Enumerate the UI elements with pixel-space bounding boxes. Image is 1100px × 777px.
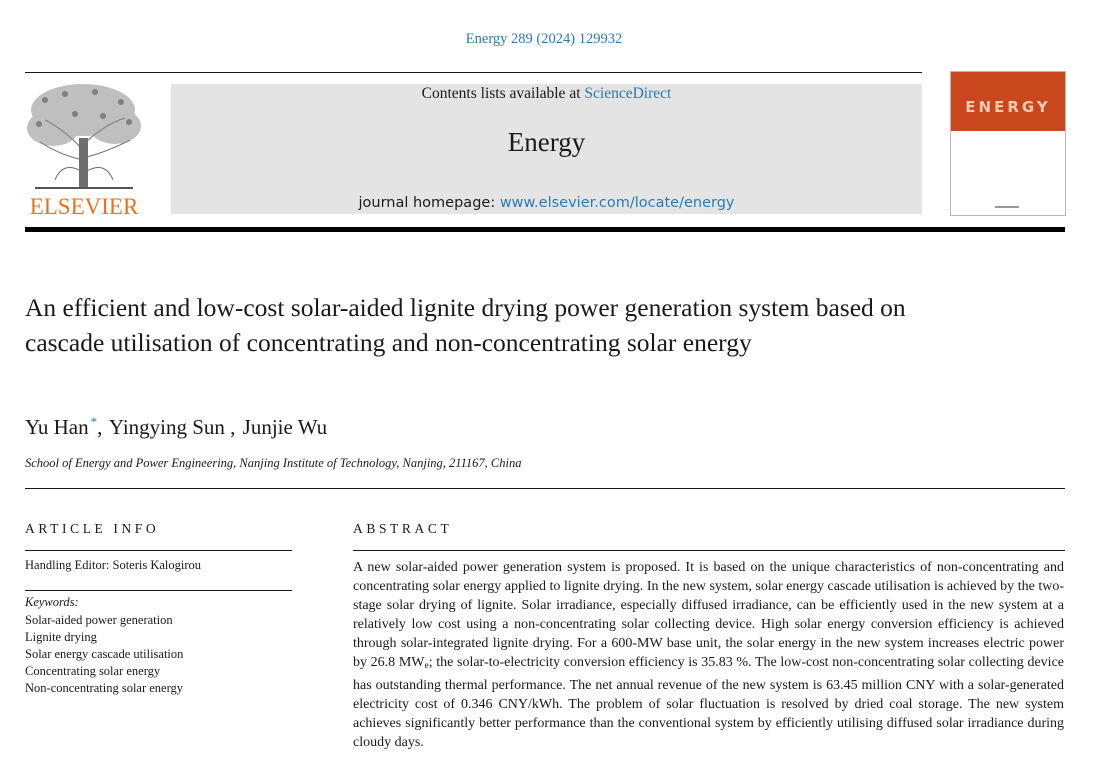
contents-prefix: Contents lists available at xyxy=(421,85,585,102)
handling-editor: Handling Editor: Soteris Kalogirou xyxy=(25,558,202,572)
author-name[interactable]: Yu Han xyxy=(25,415,89,439)
homepage-prefix: journal homepage: xyxy=(358,195,500,211)
keyword-list xyxy=(25,612,183,697)
author-list xyxy=(25,414,327,440)
journal-citation[interactable]: Energy 289 (2024) 129932 xyxy=(465,31,623,47)
abstract-subscript: e xyxy=(424,661,429,671)
cover-title: ENERGY xyxy=(965,98,1051,116)
keyword-item: Non-concentrating solar energy xyxy=(25,681,184,695)
contents-available xyxy=(171,85,922,103)
corresponding-author-marker[interactable]: * xyxy=(90,414,98,429)
article-info-heading: ARTICLE INFO xyxy=(25,521,160,536)
abstract-rule xyxy=(353,550,1065,551)
keyword-item: Concentrating solar energy xyxy=(25,664,161,678)
author-name[interactable]: Junjie Wu xyxy=(242,415,328,439)
journal-title: Energy xyxy=(507,127,586,157)
article-info-rule xyxy=(25,550,292,551)
keywords-label: Keywords: xyxy=(25,595,79,609)
header-thick-rule xyxy=(25,227,1065,232)
abstract-heading: ABSTRACT xyxy=(353,521,453,536)
author-separator: , xyxy=(224,415,236,439)
journal-banner xyxy=(171,84,922,214)
author-name[interactable]: Yingying Sun xyxy=(108,415,225,439)
header-rule xyxy=(25,72,922,73)
author-separator: , xyxy=(97,415,103,439)
keyword-item: Solar-aided power generation xyxy=(25,613,173,627)
abstract-text-part1: A new solar-aided power generation system is proposed. It is based on the unique characteristics of non-concentrating and concentrating solar energy applied to lignite drying. In the new system, solar energy cascade utilisation is achieved by the two-stage solar drying of lignite. Solar irradiance, especially diffused irradiance, can be efficiently used in the new system at a relatively low cost using a non-concentrating solar collecting device. High solar energy conversion efficiency is achieved through solar-integrated lignite drying. For a 600-MW base unit, the solar energy in the new system increases electric power by 26.8 MW xyxy=(353,560,1064,670)
elsevier-logo[interactable] xyxy=(25,80,143,220)
homepage-link[interactable]: www.elsevier.com/locate/energy xyxy=(499,195,735,211)
keywords-rule xyxy=(25,590,292,591)
title-bottom-rule xyxy=(25,488,1065,489)
author-affiliation: School of Energy and Power Engineering, Nanjing Institute of Technology, Nanjing, 211167, China xyxy=(25,456,522,470)
abstract-text xyxy=(353,558,1064,752)
journal-cover-thumbnail[interactable] xyxy=(950,71,1066,216)
cover-footer-mark xyxy=(995,206,1019,208)
abstract-text-part2: ; the solar-to-electricity conversion efficiency is 35.83 %. The low-cost non-concentrating solar collecting device has outstanding thermal performance. The net annual revenue of the new system is 63.45 million CNY with a solar-generated electricity cost of 0.346 CNY/kWh. The problem of solar fluctuation is resolved by dried coal storage. The new system achieves significantly better performance than the conventional system by efficiently utilising diffused solar irradiance during cloudy days. xyxy=(353,655,1064,750)
sciencedirect-link[interactable]: ScienceDirect xyxy=(584,85,672,102)
elsevier-tree-icon xyxy=(25,80,143,192)
keyword-item: Solar energy cascade utilisation xyxy=(25,647,184,661)
keyword-item: Lignite drying xyxy=(25,630,97,644)
article-title: An efficient and low-cost solar-aided lignite drying power generation system based on cascade utilisation of concentrating and non-concentrating solar energy xyxy=(25,293,906,357)
journal-homepage xyxy=(171,195,922,211)
elsevier-wordmark: ELSEVIER xyxy=(29,194,139,219)
